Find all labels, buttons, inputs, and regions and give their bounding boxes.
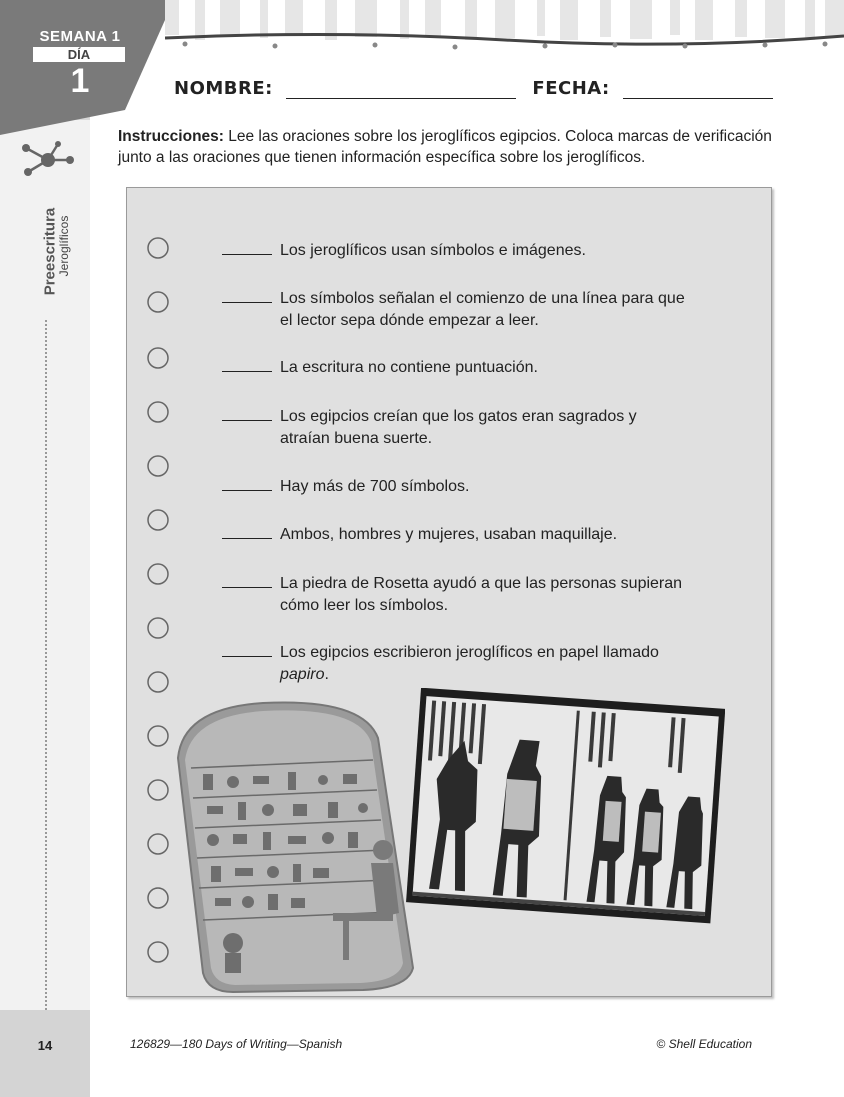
footer-publisher: © Shell Education [656,1037,752,1051]
statement-text: Los jeroglíficos usan símbolos e imágenes. [280,242,586,259]
check-blank[interactable] [222,524,272,539]
papyrus-painting-image [405,688,725,928]
footer-book-title: 126829—180 Days of Writing—Spanish [130,1037,343,1051]
statement-7 [222,573,750,617]
check-blank[interactable] [222,476,272,491]
statement-text: Ambos, hombres y mujeres, usaban maquillaje. [280,526,618,543]
statement-5 [222,476,750,498]
statement-text: Los símbolos señalan el comienzo de una línea para que el lector sepa dónde empezar a leer. [280,290,685,329]
statement-3 [222,357,750,379]
name-field[interactable] [286,78,516,99]
section-topic: Jeroglíficos [57,215,71,277]
statement-8 [222,642,750,686]
name-date-row [174,78,773,99]
statement-text: La escritura no contiene puntuación. [280,359,538,376]
day-number: 1 [70,62,90,100]
date-label: FECHA: [532,78,610,99]
instructions [118,126,798,168]
statement-text: Los egipcios escribieron jeroglíficos en papel llamado papiro. [280,644,659,683]
check-blank[interactable] [222,573,272,588]
statement-6 [222,524,750,546]
page-number: 14 [37,1038,53,1053]
statement-text: Los egipcios creían que los gatos eran sagrados y atraían buena suerte. [280,408,637,447]
dotted-divider [45,320,47,1010]
section-title: Preescritura [41,207,59,296]
statement-1 [222,240,750,262]
check-blank[interactable] [222,288,272,303]
page-number-box [0,1010,90,1097]
check-blank[interactable] [222,406,272,421]
section-vertical-label [2,185,92,315]
statement-2 [222,288,750,332]
statement-text: La piedra de Rosetta ayudó a que las personas supieran cómo leer los símbolos. [280,575,683,614]
date-field[interactable] [623,78,773,99]
week-label: SEMANA 1 [39,28,121,45]
decorative-stripes [165,0,844,50]
statement-text: Hay más de 700 símbolos. [280,478,470,495]
molecule-icon [18,140,78,180]
instructions-text: Lee las oraciones sobre los jeroglíficos egipcios. Coloca marcas de verificación junto a las oraciones que tienen información específica sobre los jeroglíficos. [118,128,772,166]
check-blank[interactable] [222,240,272,255]
week-day-tab [0,0,165,135]
check-blank[interactable] [222,642,272,657]
check-blank[interactable] [222,357,272,372]
statement-4 [222,406,750,450]
day-label: DÍA [33,47,125,62]
name-label: NOMBRE: [174,78,273,99]
instructions-label: Instrucciones: [118,128,224,145]
stone-tablet-image [163,698,418,993]
